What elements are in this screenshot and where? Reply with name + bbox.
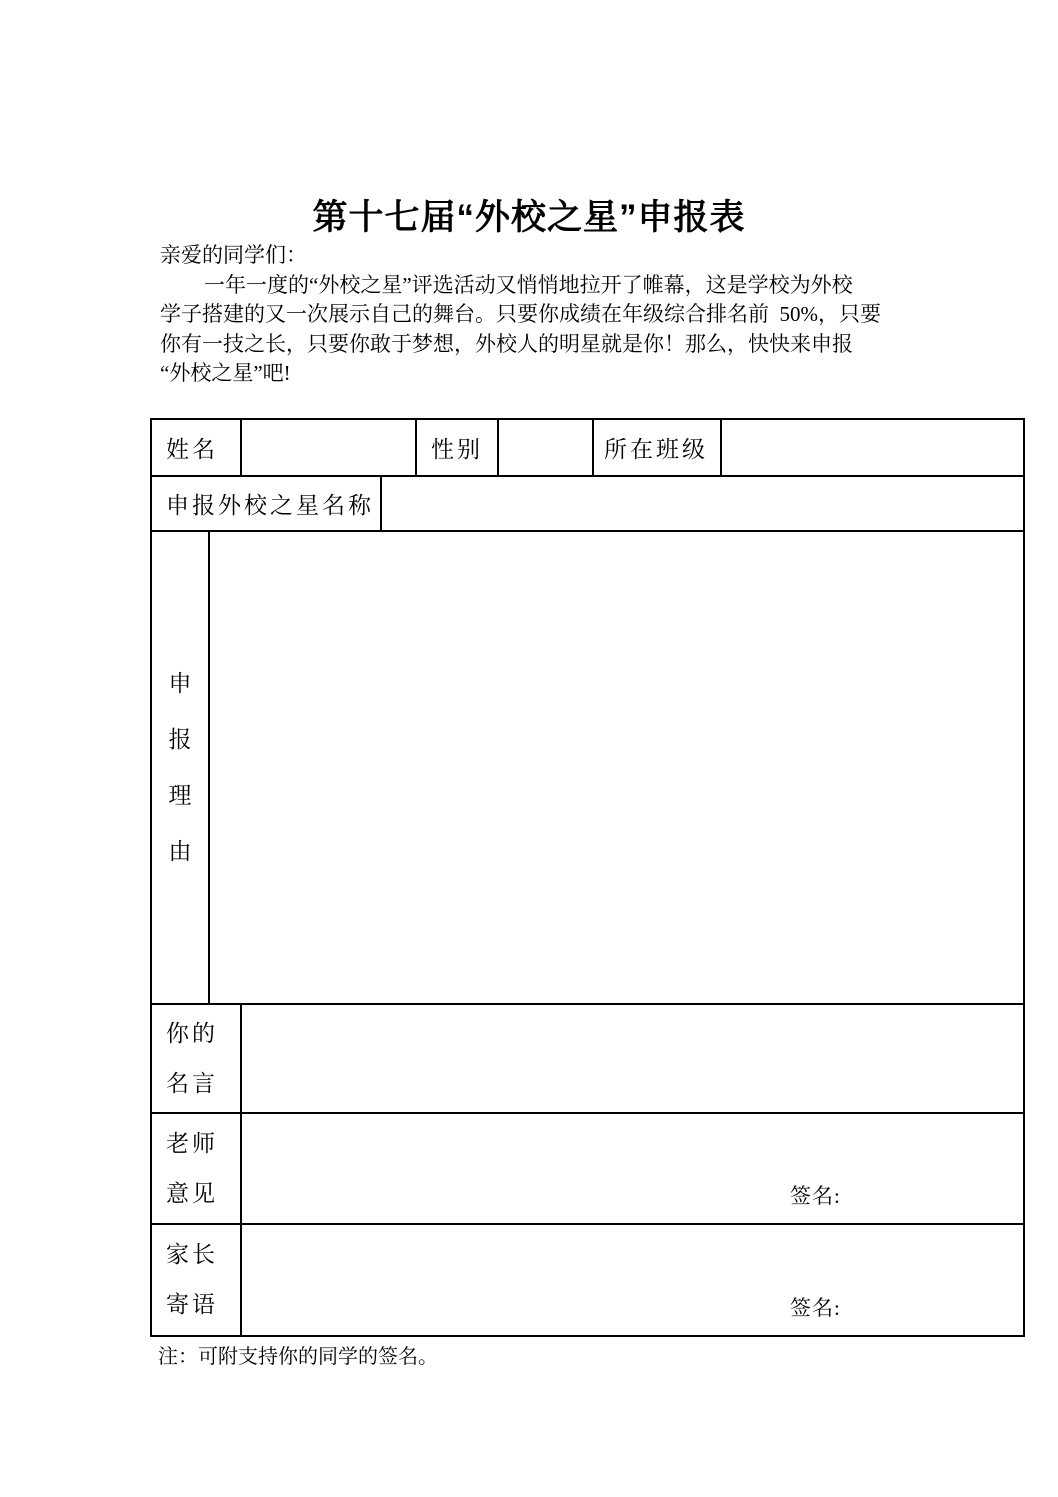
intro-paragraph xyxy=(160,241,881,389)
motto-label: 你的 名言 xyxy=(151,1004,241,1113)
parent-message-field[interactable] xyxy=(241,1224,1024,1336)
gender-field[interactable] xyxy=(498,419,593,476)
teacher-comment-field[interactable] xyxy=(241,1113,1024,1224)
table-row-teacher xyxy=(151,1113,1024,1224)
intro-line: 学子搭建的又一次展示自己的舞台。只要你成绩在年级综合排名前 50%，只要 xyxy=(160,302,881,326)
intro-line: 你有一技之长，只要你敢于梦想，外校人的明星就是你！那么，快快来申报 xyxy=(160,331,853,356)
table-row-reason xyxy=(151,531,1024,1004)
footer-note: 注：可附支持你的同学的签名。 xyxy=(158,1346,438,1368)
intro-line: 一年一度的“外校之星”评选活动又悄悄地拉开了帷幕，这是学校为外校 xyxy=(204,272,853,297)
reason-field[interactable] xyxy=(209,531,1024,1004)
star-title-label: 申报外校之星名称 xyxy=(151,476,381,531)
table-row-motto xyxy=(151,1004,1024,1113)
table-row-basic-info xyxy=(151,419,1024,476)
teacher-signature-label: 签名: xyxy=(790,1184,841,1208)
name-field[interactable] xyxy=(241,419,416,476)
motto-field[interactable] xyxy=(241,1004,1024,1113)
teacher-label: 老师 意见 xyxy=(151,1113,241,1224)
form-title: 第十七届“外校之星”申报表 xyxy=(312,198,746,237)
application-table xyxy=(150,418,1025,1337)
parent-label: 家长 寄语 xyxy=(151,1224,241,1336)
reason-label: 申 报 理 由 xyxy=(151,531,209,1004)
intro-salutation: 亲爱的同学们： xyxy=(160,243,307,267)
gender-label: 性别 xyxy=(416,419,498,476)
table-row-star-title xyxy=(151,476,1024,531)
intro-line: “外校之星”吧! xyxy=(160,361,291,385)
class-label: 所在班级 xyxy=(593,419,721,476)
class-field[interactable] xyxy=(721,419,1024,476)
table-row-parent xyxy=(151,1224,1024,1336)
name-label: 姓名 xyxy=(151,419,241,476)
star-title-field[interactable] xyxy=(381,476,1024,531)
parent-signature-label: 签名: xyxy=(790,1296,841,1320)
